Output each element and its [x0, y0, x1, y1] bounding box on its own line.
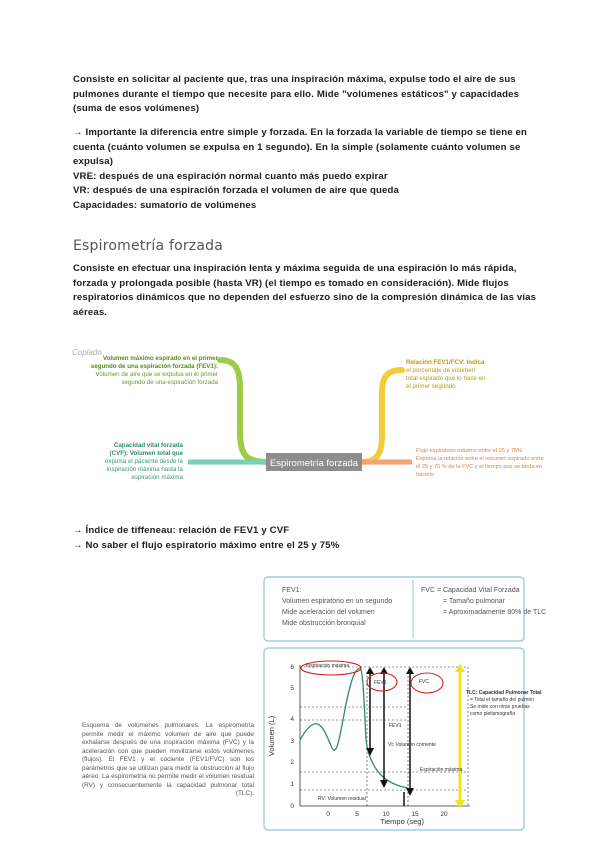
- section-line: forzada y prolongada posible (hasta VR) (el tiempo es tomado en consideración). Mide flujos: [73, 277, 509, 289]
- fvc-label: FVC: [419, 679, 429, 685]
- intro-line: Consiste en solicitar al paciente que, tras una inspiración máxima, expulse todo el aire de sus: [73, 74, 516, 85]
- y-tick-label: 4: [290, 716, 294, 723]
- box-right-line: = Tamaño pulmonar: [443, 598, 505, 605]
- bottom-note-line: → Índice de tiffeneau: relación de FEV1 y CVF: [73, 525, 290, 536]
- watermark-text: Copiado: [72, 348, 102, 357]
- spirometry-figure: [0, 570, 600, 840]
- x-tick-label: 0: [326, 811, 330, 818]
- fvc-node-line: Capacidad vital forzada: [113, 442, 183, 449]
- section-line: aéreas.: [73, 306, 108, 318]
- box-left-line: FEV1:: [282, 587, 302, 594]
- note-line: cuenta (cuánto volumen se expulsa en 1 segundo). En la simple (solamente cuánto volumen se: [73, 141, 521, 153]
- y-tick-label: 6: [290, 664, 294, 671]
- fvc-node-line: (CVF): Volumen total que: [109, 450, 183, 457]
- vt-label: Vt: Volumen corriente: [388, 742, 436, 748]
- note-line: expulsa): [73, 156, 114, 168]
- rv-label: RV: Volumen residual: [318, 796, 366, 802]
- arrowhead: [455, 800, 465, 808]
- y-tick-label: 1: [290, 781, 294, 788]
- ratio-node-line: el porcentaje de volumen: [406, 367, 476, 374]
- fvc-node-line: inspiración máxima hasta la: [106, 466, 183, 473]
- arrowhead: [380, 780, 388, 788]
- bottom-notes: [73, 524, 533, 553]
- section-paragraph: [73, 262, 537, 320]
- fvc-node-line: expulsa el paciente desde la: [104, 458, 183, 465]
- y-tick-label: 3: [290, 738, 294, 745]
- intro-paragraph: [73, 73, 533, 117]
- x-tick-label: 5: [355, 811, 359, 818]
- fev1-node-line: Volumen máximo espirado en el primer: [102, 355, 218, 362]
- note-line: → Importante la diferencia entre simple y forzada. En la forzada la variable de tiempo se tiene en: [73, 127, 528, 138]
- section-heading: Espirometría forzada: [73, 238, 223, 254]
- intro-line: pulmones durante el tiempo que necesite para ello. Mide "volúmenes estáticos" y capacidades: [73, 88, 520, 100]
- x-tick-label: 15: [411, 811, 419, 818]
- notes-paragraph: [73, 126, 533, 214]
- y-tick-label: 0: [290, 803, 294, 810]
- note-line: Capacidades: sumatorio de volúmenes: [73, 199, 257, 211]
- flow-node-line: hacerlo: [416, 472, 435, 478]
- box-left-line: Mide obstrucción bronquial: [282, 620, 366, 627]
- flow-node-line: Expresa la relación entre el volumen espirado entre: [416, 456, 544, 462]
- note-line: VR: después de una espiración forzada el volumen de aire que queda: [73, 185, 400, 197]
- fev1-node-line: segundo de una espiración forzada: [121, 379, 218, 386]
- branch-orange: [362, 370, 402, 462]
- x-tick-label: 10: [382, 811, 390, 818]
- branch-green: [220, 360, 268, 462]
- tlc-label: como pletismografía: [470, 711, 516, 717]
- ratio-node-line: Relación FEV1/FCV: Indica: [406, 359, 485, 366]
- x-axis-label: Tiempo (seg): [380, 817, 424, 826]
- arrowhead: [455, 664, 465, 672]
- bottom-note-line: → No saber el flujo espiratorio máximo entre el 25 y 75%: [73, 539, 340, 551]
- flow-node-line: el 25 y 75 % de la FVC y el tiempo que se tarda en: [416, 464, 543, 470]
- y-axis-label: Volumen (L): [267, 715, 276, 757]
- intro-line: (suma de esos volúmenes): [73, 103, 200, 115]
- note-line: VRE: después de una espiración normal cuanto más puedo expirar: [73, 170, 388, 182]
- tlc-label: Se mide con otras pruebas: [470, 704, 530, 710]
- ratio-node-line: el primer segundo: [406, 383, 456, 390]
- section-line: Consiste en efectuar una inspiración lenta y máxima seguida de una espiración lo más rápida,: [73, 263, 517, 274]
- box-left-line: Volumen espiratorio en un segundo: [282, 598, 393, 605]
- insp-label: Inspiración máxima: [306, 663, 350, 669]
- arrowhead: [406, 788, 414, 796]
- figure-caption: Esquema de volúmenes pulmonares. La espirometría permite medir el máximo volumen de aire que puede exhalarse después de una inspiración máxima (FVC) y la aceleración con que pueden movilizarse estos volúmenes (flujos). El FEV1 y el cociente (FEV1/FVC) son los parámetros que se utilizan para medir la obstrucción al flujo aéreo. La espirometría no permite medir el volumen residual (RV) y consecuentemente la capacidad pulmonar total (TLC).: [82, 722, 254, 797]
- y-tick-label: 5: [290, 685, 294, 692]
- section-line: respiratorios dinámicos que no dependen del esfuerzo sino de la compresión dinámica de las vías: [73, 292, 537, 304]
- fvc-node-line: espiración máxima: [131, 474, 183, 481]
- tlc-label: TLC: Capacidad Pulmonar Total: [466, 690, 542, 696]
- mind-map: [0, 340, 600, 500]
- y-tick-label: 2: [290, 759, 294, 766]
- box-right-line: FVC = Capacidad Vital Forzada: [421, 587, 520, 594]
- box-left-line: Mide aceleración del volumen: [282, 609, 375, 616]
- flow-node-line: Flujo espiratorio máximo entre el 25 y 75%:: [416, 448, 524, 454]
- arrowhead: [406, 667, 414, 674]
- ratio-node-line: total espirado que lo hace en: [406, 375, 486, 382]
- tlc-label: = Total el tamaño del pulmón: [470, 697, 534, 703]
- box-right-line: = Aproximadamente 80% de TLC: [443, 609, 547, 616]
- esp-label: Espiración máxima: [420, 767, 463, 773]
- center-node-label: Espirometría forzada: [269, 458, 359, 469]
- fev1-side-label: FEV1: [389, 723, 402, 729]
- x-tick-label: 20: [440, 811, 448, 818]
- fev1-node-line: Volumen de aire que se expulsa en el primer: [95, 371, 218, 378]
- fev1-node-line: segundo de una espiración forzada (FEV1):: [90, 363, 218, 370]
- arrowhead: [366, 667, 374, 674]
- fev1-label: FEV1: [374, 680, 387, 686]
- chart-frame: [264, 648, 524, 830]
